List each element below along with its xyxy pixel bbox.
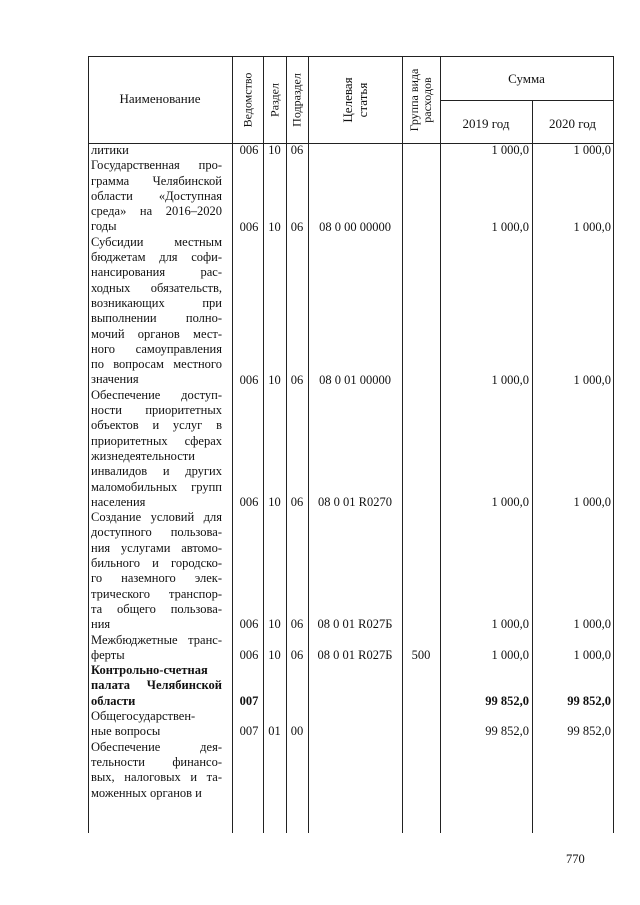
row-celevaya: 08 0 00 00000	[319, 219, 391, 234]
row-vedomstvo: 006	[239, 372, 259, 387]
header-summa: Сумма	[508, 71, 545, 86]
row-celevaya: 08 0 01 R0270	[318, 494, 392, 509]
row-celevaya: 08 0 01 R027Б	[317, 647, 393, 662]
row-name-line: возникающих при	[91, 295, 222, 310]
row-razdel: 10	[268, 494, 281, 509]
header-name: Наименование	[119, 91, 201, 106]
row-name-line: Создание условий для	[91, 510, 222, 525]
row-podrazdel: 06	[290, 494, 304, 509]
row-value-2020: 99 852,0	[567, 724, 611, 739]
row-value-2019: 1 000,0	[491, 143, 529, 157]
row-value-2020: 1 000,0	[573, 617, 611, 632]
header-podrazdel: Подраздел	[289, 73, 304, 127]
row-name-line: ферты	[91, 647, 125, 662]
row-vedomstvo: 006	[239, 143, 259, 157]
row-name-line: палата Челябинской	[91, 678, 222, 693]
row-name	[91, 143, 222, 158]
row-value-2019: 1 000,0	[491, 219, 529, 234]
row-podrazdel: 00	[290, 724, 304, 739]
row-podrazdel: 06	[290, 143, 304, 157]
row-name-line: области «Доступная	[91, 188, 222, 203]
row-name-line: Межбюджетные транс-	[91, 632, 222, 647]
row-value-2019: 1 000,0	[491, 372, 529, 387]
row-name-line: Общегосударствен-	[91, 709, 196, 724]
row-razdel: 01	[268, 724, 281, 739]
row-razdel: 10	[268, 219, 281, 234]
page-number: 770	[566, 852, 585, 866]
row-celevaya: 08 0 01 R027Б	[317, 617, 393, 632]
row-value-2020: 1 000,0	[573, 219, 611, 234]
row-name-line: Субсидии местным	[91, 234, 222, 249]
row-gruppa: 500	[411, 647, 431, 662]
row-name-line: маломобильных групп	[91, 479, 222, 494]
row-name	[91, 235, 222, 388]
row-name-line: Государственная про-	[91, 158, 222, 173]
row-name-line: ного самоуправления	[91, 341, 222, 356]
row-name-line: Обеспечение дея-	[91, 739, 222, 754]
row-name-line: ния услугами автомо-	[91, 540, 222, 555]
row-name-line: доступного пользова-	[91, 525, 222, 540]
row-name-line: выполнении полно-	[91, 311, 222, 326]
row-value-2019: 99 852,0	[485, 724, 529, 739]
row-vedomstvo: 006	[239, 617, 259, 632]
row-value-2020: 1 000,0	[573, 372, 611, 387]
row-value-2020: 1 000,0	[573, 143, 611, 157]
row-name-line: Обеспечение доступ-	[91, 387, 222, 402]
row-razdel: 10	[268, 647, 281, 662]
row-name-line: бюджетам для софи-	[91, 250, 222, 265]
row-name	[91, 388, 222, 510]
row-value-2019: 1 000,0	[491, 617, 529, 632]
row-celevaya: 08 0 01 00000	[319, 372, 391, 387]
row-name-line: объектов и услуг в	[91, 418, 222, 433]
row-name-line: грамма Челябинской	[91, 173, 222, 188]
row-name-line: приоритетных сферах	[91, 433, 222, 448]
row-name-line: жизнедеятельности	[91, 448, 195, 463]
header-vedomstvo: Ведомство	[240, 72, 255, 128]
row-value-2019: 1 000,0	[491, 647, 529, 662]
row-name-line: по вопросам местного	[91, 357, 222, 372]
header-2020: 2020 год	[549, 116, 596, 131]
row-name-line: ные вопросы	[91, 724, 161, 739]
row-value-2019: 99 852,0	[485, 693, 529, 708]
row-name-line: моженных органов и	[91, 785, 202, 800]
row-name	[91, 663, 222, 709]
header-gruppa: Группа вида расходов	[407, 68, 434, 132]
row-podrazdel: 06	[290, 372, 304, 387]
row-razdel: 10	[268, 372, 281, 387]
row-name-line: та общего пользова-	[91, 601, 222, 616]
row-value-2020: 99 852,0	[567, 693, 611, 708]
row-name	[91, 633, 222, 664]
row-razdel: 10	[268, 143, 281, 157]
row-name-line: среда» на 2016–2020	[91, 204, 222, 219]
row-name-line: тельности финансо-	[91, 754, 222, 769]
row-name-line: ния	[91, 617, 111, 632]
row-name	[91, 158, 222, 234]
row-value-2019: 1 000,0	[491, 494, 529, 509]
row-name	[91, 740, 222, 801]
row-vedomstvo: 007	[239, 693, 259, 708]
row-podrazdel: 06	[290, 617, 304, 632]
row-vedomstvo: 006	[239, 494, 259, 509]
row-name-line: нансирования рас-	[91, 265, 222, 280]
row-name-line: области	[91, 693, 136, 708]
row-podrazdel: 06	[290, 647, 304, 662]
row-name-line: вых, налоговых и та-	[91, 770, 222, 785]
row-podrazdel: 06	[290, 219, 304, 234]
row-name-line: го наземного элек-	[91, 571, 222, 586]
row-name-line: значения	[91, 372, 139, 387]
row-name-line: трического транспор-	[91, 586, 222, 601]
row-name	[91, 510, 222, 632]
header-razdel: Раздел	[267, 83, 282, 117]
row-value-2020: 1 000,0	[573, 494, 611, 509]
row-vedomstvo: 006	[239, 647, 259, 662]
row-name-line: литики	[91, 143, 129, 157]
row-vedomstvo: 007	[239, 724, 259, 739]
row-value-2020: 1 000,0	[573, 647, 611, 662]
header-celevaya: Целевая статья	[340, 77, 370, 123]
row-name-line: годы	[91, 219, 117, 234]
row-name-line: ности приоритетных	[91, 403, 222, 418]
row-name-line: инвалидов и других	[91, 464, 222, 479]
row-name-line: ходных обязательств,	[91, 280, 222, 295]
row-name	[91, 709, 222, 740]
row-name-line: населения	[91, 494, 146, 509]
header-2019: 2019 год	[462, 116, 510, 131]
row-name-line: мочий органов мест-	[91, 326, 222, 341]
row-name-line: бильного и городско-	[91, 556, 222, 571]
row-razdel: 10	[268, 617, 281, 632]
row-name-line: Контрольно-счетная	[91, 663, 208, 678]
row-vedomstvo: 006	[239, 219, 259, 234]
